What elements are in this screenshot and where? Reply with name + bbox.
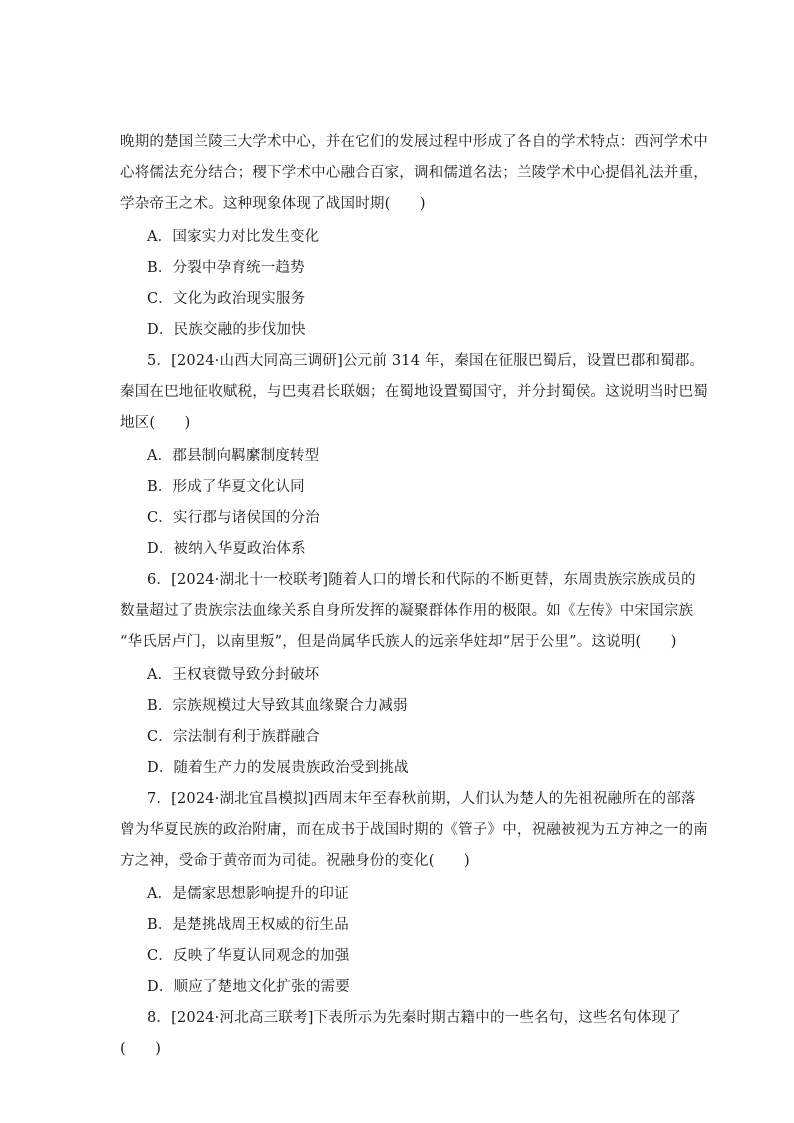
- q5-option-d: D．被纳入华夏政治体系: [147, 541, 306, 557]
- q4-option-a: A．国家实力对比发生变化: [147, 229, 320, 245]
- q7-stem-line-3: 方之神，受命于黄帝而为司徒。祝融身份的变化( ): [120, 853, 470, 869]
- q7-stem-line-1: 7．[2024·湖北宜昌模拟]西周末年至春秋前期，人们认为楚人的先祖祝融所在的部落: [147, 791, 696, 807]
- q4-option-c: C．文化为政治现实服务: [147, 291, 306, 307]
- q6-stem-line-3: “华氏居卢门，以南里叛”，但是尚属华氏族人的远亲华妵却“居于公里”。这说明( ): [120, 634, 677, 650]
- q7-option-b: B．是楚挑战周王权威的衍生品: [147, 917, 349, 933]
- q7-option-d: D．顺应了楚地文化扩张的需要: [147, 979, 350, 995]
- q5-option-a: A．郡县制向羁縻制度转型: [147, 448, 320, 464]
- q5-option-c: C．实行郡与诸侯国的分治: [147, 510, 320, 526]
- q8-stem-line-2: ( ): [120, 1041, 162, 1057]
- q6-option-b: B．宗族规模过大导致其血缘聚合力减弱: [147, 698, 408, 714]
- q5-stem-line-3: 地区( ): [120, 415, 191, 431]
- q6-stem-line-2: 数量超过了贵族宗法血缘关系自身所发挥的凝聚群体作用的极限。如《左传》中宋国宗族: [120, 603, 694, 619]
- q7-option-c: C．反映了华夏认同观念的加强: [147, 948, 350, 964]
- q8-stem-line-1: 8．[2024·河北高三联考]下表所示为先秦时期古籍中的一些名句，这些名句体现了: [147, 1010, 682, 1026]
- q6-option-a: A．王权衰微导致分封破坏: [147, 667, 320, 683]
- q6-option-c: C．宗法制有利于族群融合: [147, 729, 320, 745]
- q5-stem-line-2: 秦国在巴地征收赋税，与巴夷君长联姻；在蜀地设置蜀国守，并分封蜀侯。这说明当时巴蜀: [120, 384, 708, 400]
- q6-option-d: D．随着生产力的发展贵族政治受到挑战: [147, 760, 409, 776]
- q4-option-d: D．民族交融的步伐加快: [147, 322, 306, 338]
- q4-stem-line-3: 学杂帝王之术。这种现象体现了战国时期( ): [120, 196, 426, 212]
- q5-option-b: B．形成了华夏文化认同: [147, 479, 305, 495]
- q7-option-a: A．是儒家思想影响提升的印证: [147, 886, 349, 902]
- q6-stem-line-1: 6．[2024·湖北十一校联考]随着人口的增长和代际的不断更替，东周贵族宗族成员的: [147, 572, 696, 588]
- q7-stem-line-2: 曾为华夏民族的政治附庸，而在成书于战国时期的《管子》中，祝融被视为五方神之一的南: [120, 822, 708, 838]
- q5-stem-line-1: 5．[2024·山西大同高三调研]公元前 314 年，秦国在征服巴蜀后，设置巴郡和蜀郡。: [147, 353, 705, 369]
- q4-option-b: B．分裂中孕育统一趋势: [147, 260, 305, 276]
- q4-stem-line-2: 心将儒法充分结合；稷下学术中心融合百家，调和儒道名法；兰陵学术中心提倡礼法并重，: [120, 165, 708, 181]
- q4-stem-line-1: 晚期的楚国兰陵三大学术中心，并在它们的发展过程中形成了各自的学术特点：西河学术中: [120, 134, 708, 150]
